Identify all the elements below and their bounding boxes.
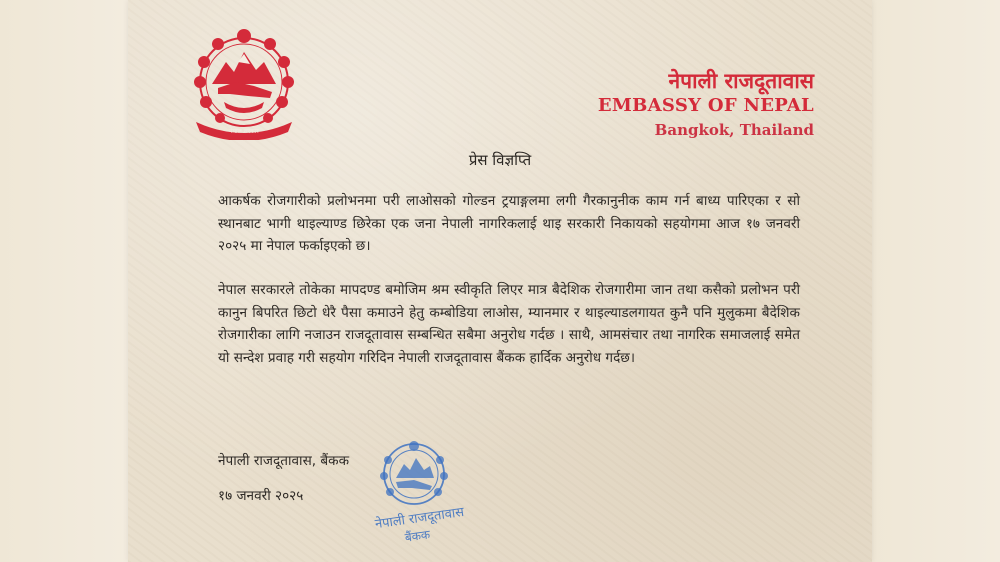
press-release-page [128,0,872,562]
signatory: नेपाली राजदूतावास, बैंकक [218,453,350,469]
embassy-name-nepali: नेपाली राजदूतावास [668,68,814,93]
paragraph-1: आकर्षक रोजगारीको प्रलोभनमा परी लाओसको गोल्डन ट्रयाङ्गलमा लगी गैरकानुनीक काम गर्न बाध्य पारिएका र सो स्थानबाट भागी थाइल्याण्ड छिरेका एक जना नेपाली नागरिकलाई थाइ सरकारी निकायको सहयोगमा आज १७ जनवरी २०२५ मा नेपाल फर्काइएको छ। [218,193,800,254]
document-title: प्रेस विज्ञप्ति [468,151,532,169]
emblem-ribbon-caption: नेपाल सरकार [229,128,259,135]
paragraph-2: नेपाल सरकारले तोकेका मापदण्ड बमोजिम श्रम स्वीकृति लिएर मात्र बैदेशिक रोजगारीमा जान तथा कसैको प्रलोभन परी कानुन बिपरित छिटो धेरै पैसा कमाउने हेतु कम्बोडिया लाओस, म्यानमार र थाइल्याडलगायत कुनै पनि मुलुकमा बैदेशिक रोजगारीका लागि नजाउन राजदूतावास सम्बन्धित सबैमा अनुरोध गर्दछ । साथै, आमसंचार तथा नागरिक समाजलाई समेत यो सन्देश प्रवाह गरी सहयोग गरिदिन नेपाली राजदूतावास बैंकक हार्दिक अनुरोध गर्दछ। [218,282,800,366]
document-date: १७ जनवरी २०२५ [218,488,304,504]
embassy-location: Bangkok, Thailand [654,121,814,139]
right-background [872,0,1000,562]
stamp-text-line-1: नेपाली राजदूतावास [374,504,465,533]
letterhead [494,68,814,142]
left-background [0,0,128,562]
embassy-name-english: EMBASSY OF NEPAL [597,95,814,116]
stamp-text-line-2: बैंकक [403,527,431,545]
embassy-seal-stamp-icon [368,436,478,548]
nepal-coat-of-arms-icon [184,22,304,140]
